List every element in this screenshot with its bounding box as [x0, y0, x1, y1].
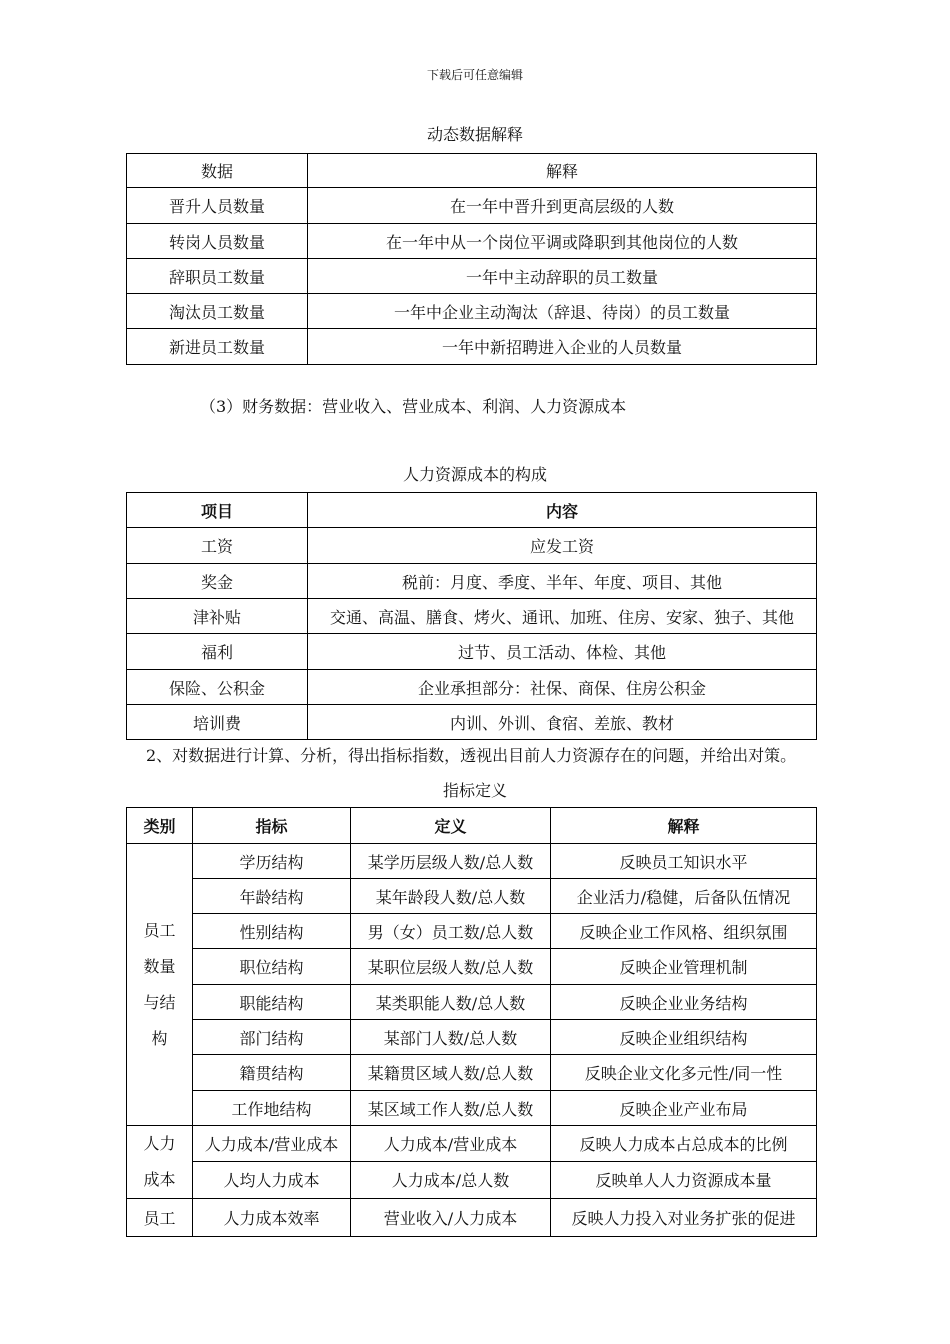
- hr-header-content: 内容: [308, 493, 817, 528]
- category-text-line: 成本: [143, 1170, 176, 1189]
- dynamic-data-table: [126, 153, 817, 365]
- hr-cost-table: [126, 492, 817, 740]
- indicator-definition: 某职位层级人数/总人数: [351, 949, 551, 985]
- indicator-name: 部门结构: [193, 1020, 351, 1055]
- indicator-name: 人力成本效率: [193, 1199, 351, 1237]
- hr-row-item: 津补贴: [127, 599, 308, 634]
- indicator-explain: 反映单人人力资源成本量: [551, 1161, 817, 1198]
- indicator-name: 学历结构: [193, 844, 351, 879]
- indicator-name: 职位结构: [193, 949, 351, 985]
- indicator-definition: 某区域工作人数/总人数: [351, 1091, 551, 1126]
- indicator-table-caption: 指标定义: [442, 781, 507, 800]
- dynamic-row-label: 淘汰员工数量: [127, 294, 308, 329]
- hr-row-content: 过节、员工活动、体检、其他: [308, 634, 817, 670]
- indicator-definition: 人力成本/营业成本: [351, 1126, 551, 1162]
- indicator-name: 工作地结构: [193, 1091, 351, 1126]
- indicator-explain: 反映企业文化多元性/同一性: [551, 1055, 817, 1091]
- dynamic-row-explain: 在一年中晋升到更高层级的人数: [308, 188, 817, 224]
- hr-row-content: 应发工资: [308, 528, 817, 564]
- hr-row-item: 培训费: [127, 705, 308, 740]
- dynamic-row-explain: 在一年中从一个岗位平调或降职到其他岗位的人数: [308, 224, 817, 259]
- hr-cost-table-caption: 人力资源成本的构成: [402, 465, 547, 484]
- indicator-name: 性别结构: [193, 914, 351, 949]
- analysis-line: 2、对数据进行计算、分析，得出指标指数，透视出目前人力资源存在的问题，并给出对策。: [146, 746, 797, 765]
- indicator-definition: 男（女）员工数/总人数: [351, 914, 551, 949]
- indicator-definition: 人力成本/总人数: [351, 1161, 551, 1198]
- indicator-table: [126, 807, 817, 1237]
- indicator-explain: 反映企业管理机制: [551, 949, 817, 985]
- indicator-explain: 反映人力成本占总成本的比例: [551, 1126, 817, 1162]
- hr-row-content: 内训、外训、食宿、差旅、教材: [308, 705, 817, 740]
- dynamic-table-caption: 动态数据解释: [426, 125, 523, 144]
- hr-header-item: 项目: [127, 493, 308, 528]
- dynamic-row-label: 辞职员工数量: [127, 259, 308, 294]
- category-text-line: 构: [151, 1028, 168, 1048]
- indicator-header-definition: 定义: [351, 808, 551, 844]
- hr-row-item: 工资: [127, 528, 308, 564]
- hr-row-item: 保险、公积金: [127, 670, 308, 705]
- dynamic-row-explain: 一年中企业主动淘汰（辞退、待岗）的员工数量: [308, 294, 817, 329]
- indicator-name: 人均人力成本: [193, 1161, 351, 1198]
- indicator-explain: 反映员工知识水平: [551, 844, 817, 879]
- indicator-explain: 反映人力投入对业务扩张的促进: [551, 1199, 817, 1237]
- indicator-explain: 反映企业工作风格、组织氛围: [551, 914, 817, 949]
- indicator-explain: 企业活力/稳健，后备队伍情况: [551, 879, 817, 914]
- indicator-definition: 营业收入/人力成本: [351, 1199, 551, 1237]
- indicator-header-indicator: 指标: [193, 808, 351, 844]
- hr-row-content: 交通、高温、膳食、烤火、通讯、加班、住房、安家、独子、其他: [308, 599, 817, 634]
- hr-row-content: 税前：月度、季度、半年、年度、项目、其他: [308, 564, 817, 599]
- indicator-header-category: 类别: [127, 808, 193, 844]
- dynamic-row-explain: 一年中主动辞职的员工数量: [308, 259, 817, 294]
- indicator-definition: 某年龄段人数/总人数: [351, 879, 551, 914]
- dynamic-row-label: 晋升人员数量: [127, 188, 308, 224]
- hr-row-item: 福利: [127, 634, 308, 670]
- dynamic-row-explain: 一年中新招聘进入企业的人员数量: [308, 329, 817, 365]
- indicator-name: 年龄结构: [193, 879, 351, 914]
- dynamic-header-explain: 解释: [308, 154, 817, 188]
- category-staff: 员工: [127, 1199, 193, 1237]
- dynamic-row-label: 新进员工数量: [127, 329, 308, 365]
- indicator-header-explain: 解释: [551, 808, 817, 844]
- hr-row-content: 企业承担部分：社保、商保、住房公积金: [308, 670, 817, 705]
- finance-data-line: （3）财务数据：营业收入、营业成本、利润、人力资源成本: [200, 397, 627, 416]
- indicator-name: 职能结构: [193, 985, 351, 1020]
- header-note: 下载后可任意编辑: [426, 68, 523, 82]
- indicator-definition: 某学历层级人数/总人数: [351, 844, 551, 879]
- hr-row-item: 奖金: [127, 564, 308, 599]
- indicator-explain: 反映企业业务结构: [551, 985, 817, 1020]
- category-text-line: 与结: [143, 992, 176, 1012]
- category-labor-cost: [127, 1126, 193, 1199]
- dynamic-header-data: 数据: [127, 154, 308, 188]
- indicator-name: 人力成本/营业成本: [193, 1126, 351, 1162]
- indicator-definition: 某类职能人数/总人数: [351, 985, 551, 1020]
- category-staff-structure: [127, 844, 193, 1126]
- dynamic-row-label: 转岗人员数量: [127, 224, 308, 259]
- category-text-line: 员工: [143, 920, 176, 940]
- indicator-explain: 反映企业产业布局: [551, 1091, 817, 1126]
- indicator-definition: 某籍贯区域人数/总人数: [351, 1055, 551, 1091]
- indicator-explain: 反映企业组织结构: [551, 1020, 817, 1055]
- category-text-line: 数量: [143, 956, 176, 976]
- indicator-name: 籍贯结构: [193, 1055, 351, 1091]
- indicator-definition: 某部门人数/总人数: [351, 1020, 551, 1055]
- category-text-line: 人力: [143, 1134, 176, 1153]
